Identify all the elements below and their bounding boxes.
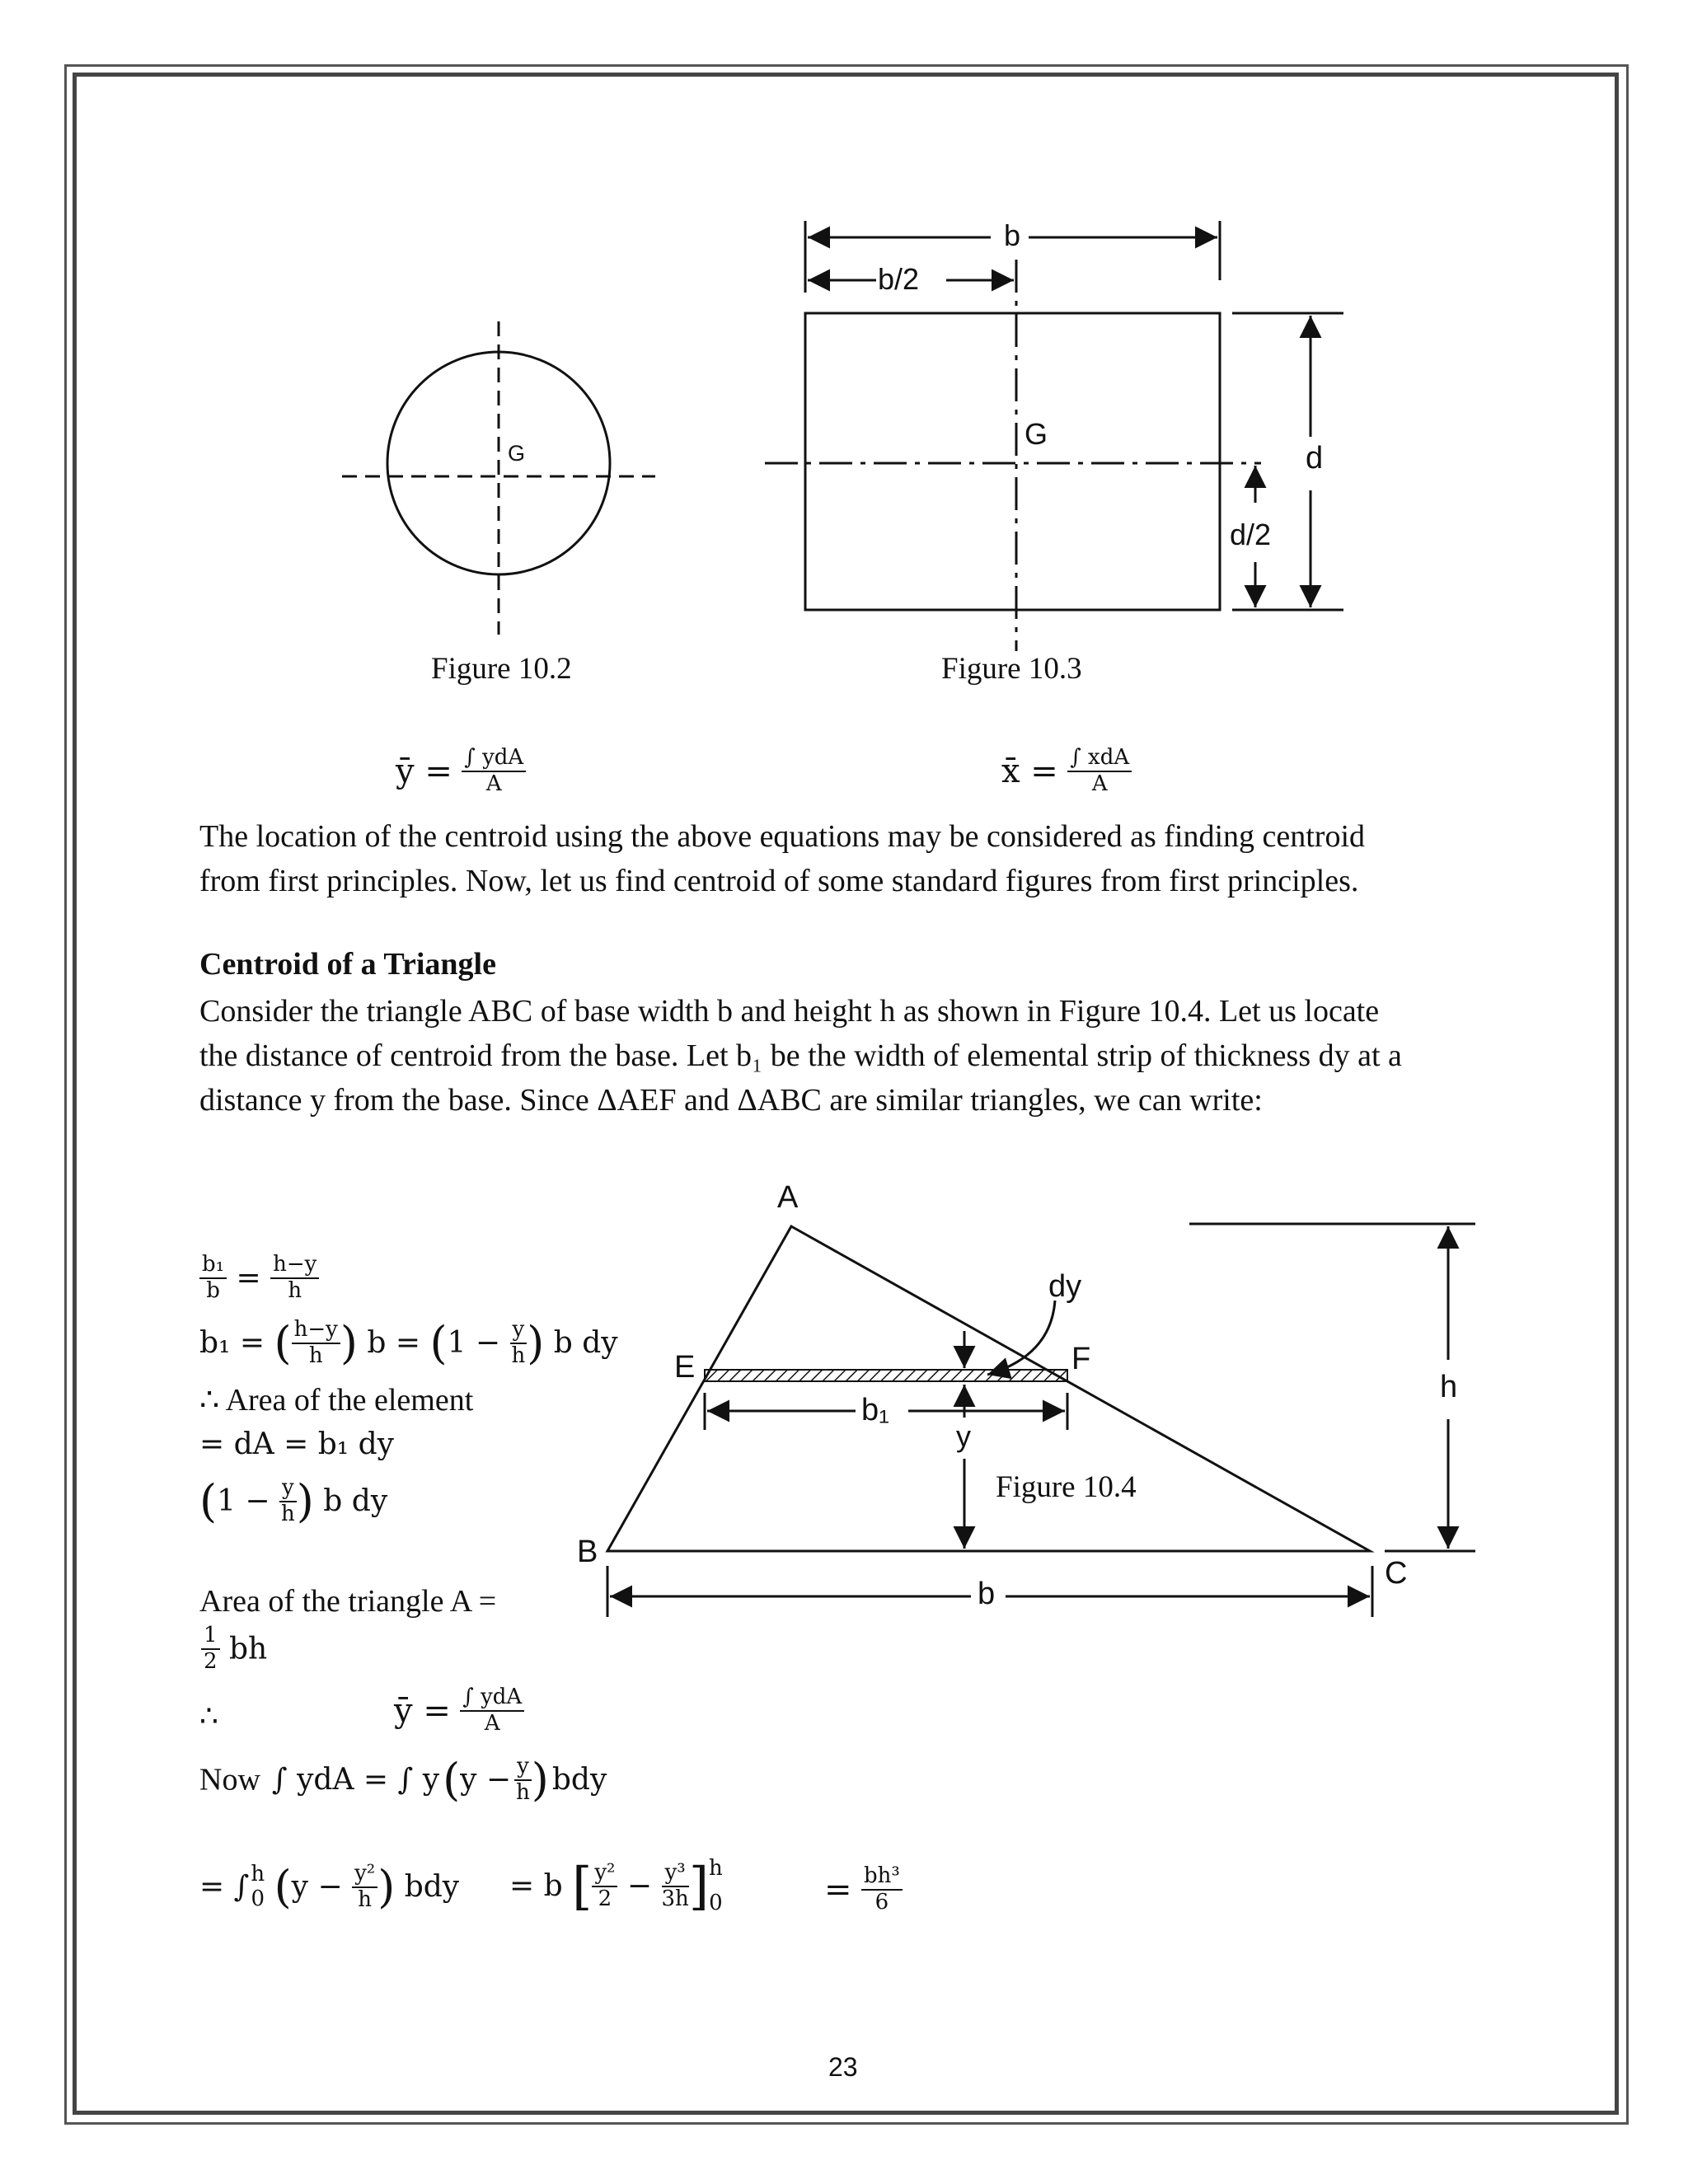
eq-area-expression: (1 − $\frac{y}{h}$ ) b dy (199, 1474, 388, 1527)
fig104-vertex-a: A (777, 1180, 799, 1215)
fig103-b-label: b (999, 218, 1025, 253)
section-line2: the distance of centroid from the base. Let b₁ be the width of elemental strip of thickness dy at a (199, 1038, 1402, 1073)
fig103-b-half-label: b/2 (878, 262, 920, 296)
section-heading: Centroid of a Triangle (199, 947, 496, 982)
fig102-caption: Figure 10.2 (431, 652, 572, 686)
figure-10-2-circle (342, 321, 655, 635)
fig104-caption: Figure 10.4 (996, 1470, 1137, 1504)
fig104-dy-label: dy (1048, 1269, 1082, 1304)
eq-similar-triangles: $\frac{\text{b₁}}{b}$ = $\frac{h-y}{h}$ (199, 1253, 319, 1304)
fig103-d-half-label: d/2 (1230, 518, 1272, 551)
triangle-area-label: Area of the triangle A = (199, 1584, 497, 1619)
figure-10-3-rectangle (765, 221, 1343, 651)
bracket-evaluation: = b [ $\frac{\text{y²}}{2}$ − $\frac{\text{y³}}{3h}$ ] h 0 (509, 1855, 723, 1916)
integral-expansion: = ∫ h 0 (y − $\frac{\text{y²}}{h}$ ) bdy (199, 1860, 460, 1913)
page-number: 23 (828, 2052, 858, 2082)
therefore-symbol: ∴ (199, 1699, 218, 1733)
half-bh: $\frac{1}{2}$ bh (201, 1624, 267, 1675)
fig104-b-label: b (978, 1577, 996, 1611)
fig103-g-label: G (1025, 417, 1048, 451)
paragraph1-line2: from first principles. Now, let us find centroid of some standard figures from first principles. (199, 864, 1359, 898)
fig104-h-label: h (1437, 1370, 1461, 1405)
ybar-equation: ȳ = $\frac{\text{∫ ydA}}{A}$ (396, 746, 526, 797)
fig104-point-f: F (1071, 1342, 1091, 1376)
section-line1: Consider the triangle ABC of base width b and height h as shown in Figure 10.4. Let us locate (199, 994, 1380, 1029)
area-element-label: ∴ Area of the element (199, 1383, 474, 1418)
fig103-d-label: d (1302, 441, 1326, 476)
ybar-equation-2: ȳ = $\frac{\text{∫ ydA}}{A}$ (394, 1685, 524, 1736)
fig104-vertex-b: B (577, 1535, 598, 1569)
fig104-point-e: E (674, 1350, 696, 1385)
fig104-b1-label: b₁ (861, 1393, 889, 1427)
da-line: = dA = b₁ dy (199, 1427, 395, 1461)
now-integral-line: Now ∫ ydA = ∫ y (y − $\frac{y}{h}$ ) bdy (199, 1753, 607, 1806)
fig104-y-label: y (956, 1419, 971, 1453)
xbar-equation: x̄ = $\frac{\text{∫ xdA}}{A}$ (1001, 746, 1132, 797)
eq-b1: b₁ = ( $\frac{h-y}{h}$ ) b = (1 − $\frac{y}{h}$ ) b dy (199, 1316, 618, 1369)
section-line3: distance y from the base. Since ΔAEF and ΔABC are similar triangles, we can write: (199, 1083, 1263, 1118)
figure-10-4-triangle (607, 1224, 1475, 1617)
paragraph1-line1: The location of the centroid using the above equations may be considered as finding centroid (199, 819, 1366, 854)
fig102-g-label: G (508, 441, 526, 466)
fig104-vertex-c: C (1385, 1556, 1408, 1591)
integral-result: = $\frac{\text{bh³}}{6}$ (824, 1864, 903, 1915)
fig103-caption: Figure 10.3 (941, 652, 1082, 686)
